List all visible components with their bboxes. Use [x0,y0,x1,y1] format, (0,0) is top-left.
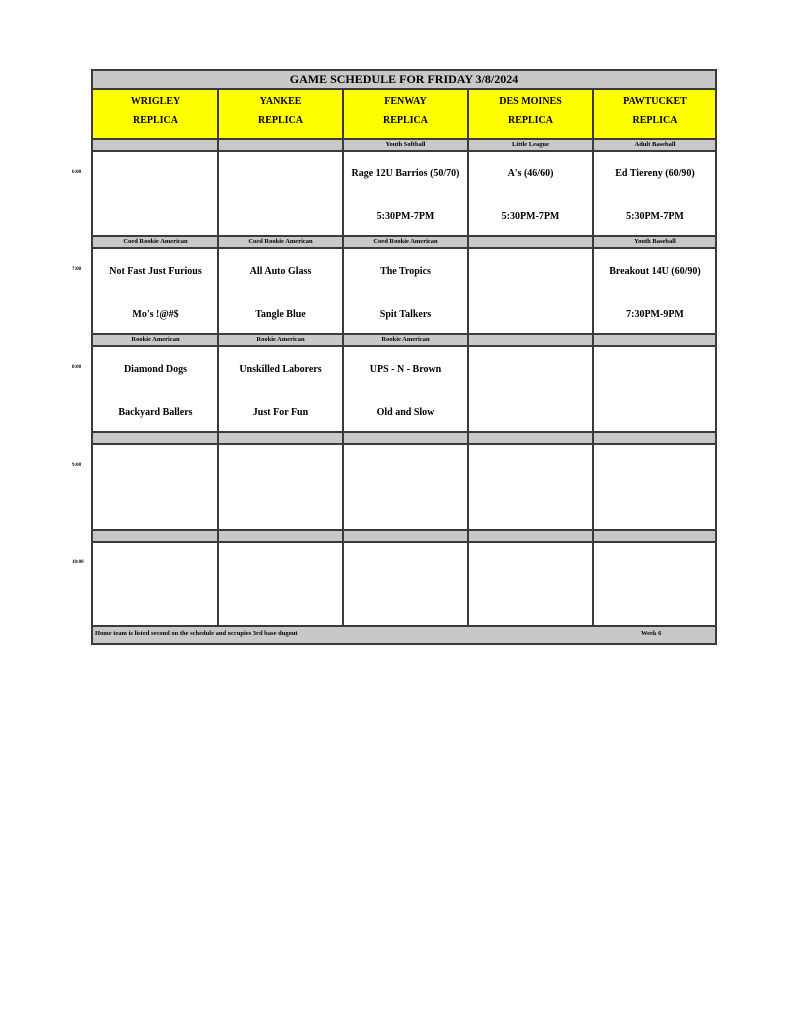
division-label [93,531,218,541]
division-label: Rookie American [131,336,180,343]
column-divider [592,90,594,629]
field-sub: REPLICA [507,115,553,126]
game-team: Spit Talkers [379,309,432,320]
division-label [468,237,593,247]
game-team: The Tropics [380,266,431,277]
schedule-footer [93,625,715,643]
game-team: Backyard Ballers [118,407,193,418]
division-label [468,335,593,345]
field-header-row [93,90,715,140]
division-label [93,140,218,150]
column-divider [467,90,469,629]
time-label-600: 6:00 [72,170,82,175]
field-header-wrigley [93,90,218,138]
game-team: Rage 12U Barrios (50/70) [351,168,460,179]
game-team: Tangle Blue [255,309,306,320]
division-label: Coed Rookie American [373,238,438,245]
division-row [93,333,715,347]
division-label [218,433,343,443]
field-sub: REPLICA [257,115,303,126]
game-team: All Auto Glass [249,266,312,277]
field-name: PAWTUCKET [623,96,687,107]
game-team: Mo's !@#$ [132,309,179,320]
field-name: DES MOINES [499,96,562,107]
game-team: Just For Fun [252,407,309,418]
schedule-title: GAME SCHEDULE FOR FRIDAY 3/8/2024 [93,71,715,90]
division-label: Rookie American [381,336,430,343]
division-label [593,335,717,345]
game-time: 5:30PM-7PM [376,211,435,222]
game-time: 5:30PM-7PM [501,211,560,222]
division-label [343,433,468,443]
field-sub: REPLICA [132,115,178,126]
field-header-pawtucket [593,90,717,138]
division-label [343,531,468,541]
column-divider [217,90,219,629]
field-name: FENWAY [384,96,427,107]
game-time: 7:30PM-9PM [626,309,684,320]
field-name: YANKEE [259,96,302,107]
division-label [468,531,593,541]
division-label [593,433,717,443]
game-team: Breakout 14U (60/90) [609,266,701,277]
division-label [468,433,593,443]
week-label: Week 6 [641,630,662,637]
division-row [93,529,715,543]
game-team: Not Fast Just Furious [109,266,202,277]
division-label: Youth Softball [385,141,426,148]
division-label [93,433,218,443]
field-sub: REPLICA [632,115,678,126]
field-name: WRIGLEY [130,96,181,107]
division-label: Youth Baseball [634,238,676,245]
division-label: Rookie American [256,336,305,343]
division-label [218,140,343,150]
game-team: Ed Tiereny (60/90) [615,168,695,179]
division-label: Adult Baseball [634,141,676,148]
column-divider [342,90,344,629]
game-time: 5:30PM-7PM [626,211,684,222]
division-row [93,138,715,152]
division-label: Little League [511,141,549,148]
division-label: Coed Rookie American [248,238,313,245]
field-sub: REPLICA [382,115,428,126]
division-label [593,531,717,541]
game-team: Unskilled Laborers [239,364,322,375]
game-team: A's (46/60) [507,168,554,179]
division-row [93,431,715,445]
home-team-note: Home team is listed second on the schedule and occupies 3rd base dugout [95,630,298,637]
game-team: UPS - N - Brown [369,364,442,375]
time-label-800: 8:00 [72,365,82,370]
time-label-900: 9:00 [72,463,82,468]
game-schedule-table [91,69,717,645]
game-team: Diamond Dogs [123,364,188,375]
division-label: Coed Rookie American [123,238,188,245]
field-header-fenway [343,90,468,138]
division-row [93,235,715,249]
division-label [218,531,343,541]
time-label-700: 7:00 [72,267,82,272]
time-label-1000: 10:00 [72,560,84,565]
field-header-yankee [218,90,343,138]
game-team: Old and Slow [376,407,435,418]
field-header-des-moines [468,90,593,138]
